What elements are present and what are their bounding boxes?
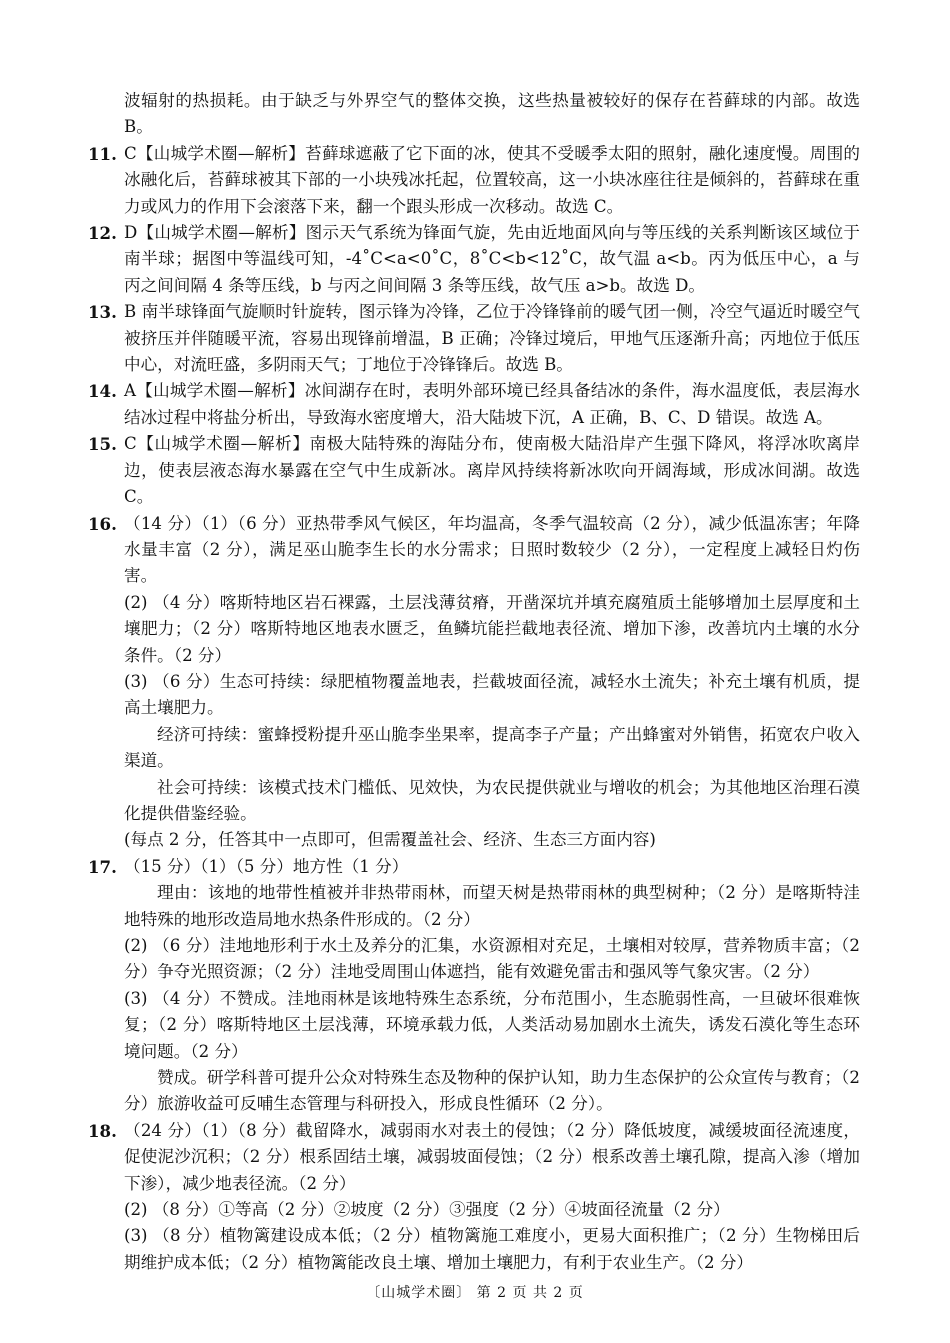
answer-part-2: (2) （8 分）①等高（2 分）②坡度（2 分）③强度（2 分）④坡面径流量（2 分） xyxy=(124,1200,730,1220)
page-footer: 〔山城学术圈〕 第 2 页 共 2 页 xyxy=(366,1285,584,1301)
answer-item-11 xyxy=(88,141,860,220)
answer-part-3: (3) （8 分）植物篱建设成本低；（2 分）植物篱施工难度小，更易大面积推广；（2 分）生物梯田后期维护成本低；（2 分）植物篱能改良土壤、增加土壤肥力，有利于农业生产。（2 分） xyxy=(124,1226,860,1272)
answer-part-1-reason: 理由：该地的地带性植被并非热带雨林，而望天树是热带雨林的典型树种；（2 分）是喀斯特洼地特殊的地形改造局地水热条件形成的。（2 分） xyxy=(124,883,860,929)
answer-part-3-economy: 经济可持续：蜜蜂授粉提升巫山脆李坐果率，提高李子产量；产出蜂蜜对外销售，拓宽农户收入渠道。 xyxy=(124,724,860,771)
answer-content xyxy=(88,88,860,1276)
answer-part-3-ecology: (3) （6 分）生态可持续：绿肥植物覆盖地表，拦截坡面径流，减轻水土流失；补充土壤有机质，提高土壤肥力。 xyxy=(124,671,860,718)
answer-part-3-disagree: (3) （4 分）不赞成。洼地雨林是该地特殊生态系统，分布范围小，生态脆弱性高，一旦破坏很难恢复；（2 分）喀斯特地区土层浅薄，环境承载力低，人类活动易加剧水土流失，诱发石漠化等生态环境问题。（2 分） xyxy=(124,988,860,1061)
question-number: 14. xyxy=(88,381,117,402)
answer-item-14 xyxy=(88,378,860,431)
answer-text: C【山城学术圈—解析】南极大陆特殊的海陆分布，使南极大陆沿岸产生强下降风，将浮冰吹离岸边，使表层液态海水暴露在空气中生成新冰。离岸风持续将新冰吹向开阔海域，形成冰间湖。故选 C。 xyxy=(124,434,860,507)
answer-text: A【山城学术圈—解析】冰间湖存在时，表明外部环境已经具备结冰的条件，海水温度低，表层海水结冰过程中将盐分析出，导致海水密度增大，沿大陆坡下沉，A 正确，B、C、D 错误。故选 A。 xyxy=(124,381,860,427)
answer-part-1: （15 分）（1）（5 分）地方性（1 分） xyxy=(124,856,409,876)
answer-part-2: (2) （4 分）喀斯特地区岩石裸露，土层浅薄贫瘠，开凿深坑并填充腐殖质土能够增加土层厚度和土壤肥力；（2 分）喀斯特地区地表水匮乏，鱼鳞坑能拦截地表径流、增加下渗，改善坑内土壤的水分条件。（2 分） xyxy=(124,592,860,665)
answer-text: C【山城学术圈—解析】苔藓球遮蔽了它下面的冰，使其不受暖季太阳的照射，融化速度慢。周围的冰融化后，苔藓球被其下部的一小块残冰托起，位置较高，这一小块冰座往往是倾斜的，苔藓球在重力或风力的作用下会滚落下来，翻一个跟头形成一次移动。故选 C。 xyxy=(124,143,860,216)
answer-item-15 xyxy=(88,431,860,510)
answer-text: D【山城学术圈—解析】图示天气系统为锋面气旋，先由近地面风向与等压线的关系判断该区域位于南半球；据图中等温线可知，-4˚C<a<0˚C，8˚C<b<12˚C，故气温 a<b。丙为低压中心，a 与丙之间间隔 4 条等压线，b 与丙之间间隔 3 条等压线，故气压 a>b。故选 D。 xyxy=(124,223,860,295)
answer-item-17 xyxy=(88,854,860,1118)
answer-item-12 xyxy=(88,220,860,299)
question-number: 15. xyxy=(88,434,117,455)
answer-item-13 xyxy=(88,299,860,378)
question-number: 16. xyxy=(88,513,117,534)
question-number: 18. xyxy=(88,1120,117,1141)
answer-part-1: （24 分）（1）（8 分）截留降水，减弱雨水对表土的侵蚀；（2 分）降低坡度，减缓坡面径流速度，促使泥沙沉积；（2 分）根系固结土壤，减弱坡面侵蚀；（2 分）根系改善土壤孔隙，提高入渗（增加下渗），减少地表径流。（2 分） xyxy=(124,1120,860,1193)
answer-text: B 南半球锋面气旋顺时针旋转，图示锋为冷锋，乙位于冷锋锋前的暖气团一侧，冷空气逼近时暖空气被挤压并伴随暖平流，容易出现锋前增温，B 正确；冷锋过境后，甲地气压逐渐升高；丙地位于低压中心，对流旺盛，多阴雨天气；丁地位于冷锋锋后。故选 B。 xyxy=(124,302,860,375)
question-number: 12. xyxy=(88,223,117,244)
answer-item-16 xyxy=(88,511,860,854)
answer-part-3-society: 社会可持续：该模式技术门槛低、见效快，为农民提供就业与增收的机会；为其他地区治理石漠化提供借鉴经验。 xyxy=(124,777,860,823)
question-number: 17. xyxy=(88,856,117,877)
answer-part-2: (2) （6 分）洼地地形利于水土及养分的汇集，水资源相对充足，土壤相对较厚，营养物质丰富；（2 分）争夺光照资源；（2 分）洼地受周围山体遮挡，能有效避免雷击和强风等气象灾害。（2 分） xyxy=(124,936,860,982)
answer-part-3-agree: 赞成。研学科普可提升公众对特殊生态及物种的保护认知，助力生态保护的公众宣传与教育；（2 分）旅游收益可反哺生态管理与科研投入，形成良性循环（2 分）。 xyxy=(124,1068,860,1114)
question-number: 11. xyxy=(88,143,117,164)
answer-part-1: （14 分）（1）（6 分）亚热带季风气候区，年均温高，冬季气温较高（2 分），减少低温冻害；年降水量丰富（2 分），满足巫山脆李生长的水分需求；日照时数较少（2 分），一定程度上减轻日灼伤害。 xyxy=(124,513,860,586)
scoring-note: (每点 2 分，任答其中一点即可，但需覆盖社会、经济、生态三方面内容) xyxy=(124,830,656,850)
continued-answer-text: 波辐射的热损耗。由于缺乏与外界空气的整体交换，这些热量被较好的保存在苔藓球的内部。故选 B。 xyxy=(124,91,860,137)
answer-item-18 xyxy=(88,1118,860,1276)
question-number: 13. xyxy=(88,302,117,323)
